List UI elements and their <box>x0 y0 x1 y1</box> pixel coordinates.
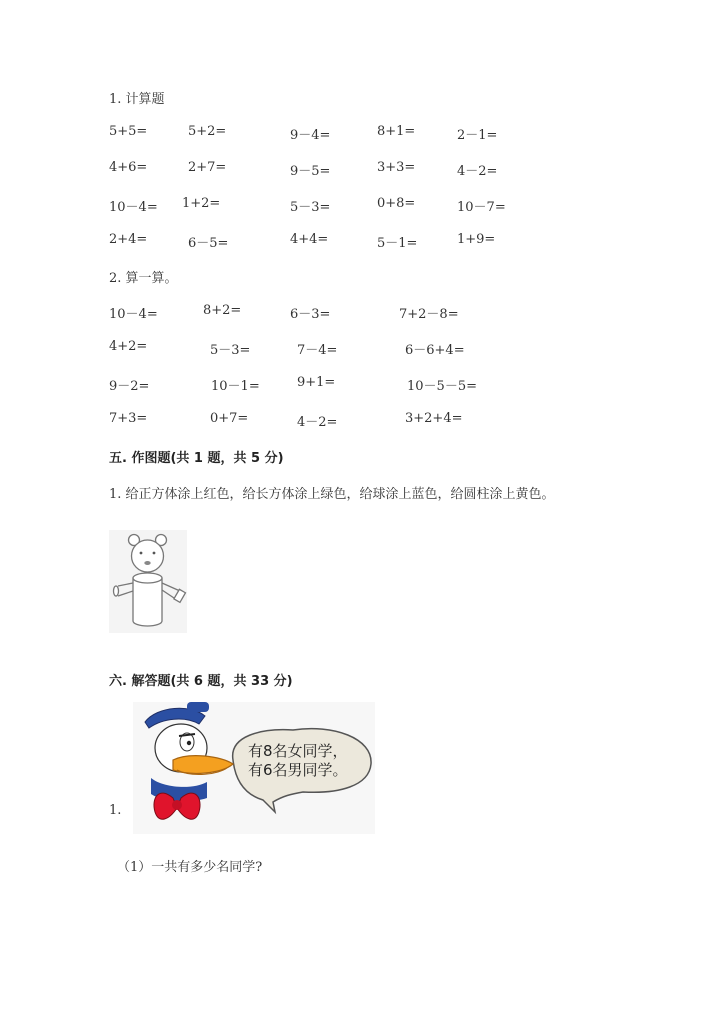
section5-question: 1. 给正方体涂上红色，给长方体涂上绿色，给球涂上蓝色，给圆柱涂上黄色。 <box>109 487 555 502</box>
calc-item: 0+8= <box>377 196 416 211</box>
calc-item: 6－3= <box>290 307 331 322</box>
section6-question-number: 1. <box>109 803 122 818</box>
calc-item: 10－4= <box>109 307 158 322</box>
sub-question-1: （1）一共有多少名同学? <box>117 860 263 875</box>
calc-item: 7－4= <box>297 343 338 358</box>
calc-item: 5－1= <box>377 236 418 251</box>
section2-title: 2. 算一算。 <box>109 271 178 286</box>
calc-item: 2－1= <box>457 128 498 143</box>
calc-item: 1+2= <box>182 196 221 211</box>
speech-bubble-line-1: 有8名女同学， <box>248 742 348 760</box>
section5-heading: 五. 作图题(共 1 题，共 5 分) <box>109 451 284 466</box>
bear-shapes-figure <box>109 530 187 633</box>
calc-item: 3+2+4= <box>405 411 463 426</box>
calc-item: 8+1= <box>377 124 416 139</box>
calc-item: 5+2= <box>188 124 227 139</box>
speech-bubble-line-2: 有6名男同学。 <box>248 761 348 779</box>
calc-item: 4+4= <box>290 232 329 247</box>
calc-item: 7+2－8= <box>399 307 459 322</box>
calc-item: 6－6+4= <box>405 343 465 358</box>
calc-item: 2+7= <box>188 160 227 175</box>
calc-item: 0+7= <box>210 411 249 426</box>
calc-item: 10－1= <box>211 379 260 394</box>
section1-title: 1. 计算题 <box>109 92 165 107</box>
calc-item: 5－3= <box>210 343 251 358</box>
calc-item: 6－5= <box>188 236 229 251</box>
calc-item: 9－4= <box>290 128 331 143</box>
calc-item: 4+6= <box>109 160 148 175</box>
calc-item: 9+1= <box>297 375 336 390</box>
calc-item: 10－5－5= <box>407 379 477 394</box>
calc-item: 3+3= <box>377 160 416 175</box>
section6-heading: 六. 解答题(共 6 题，共 33 分) <box>109 674 293 689</box>
calc-item: 10－4= <box>109 200 158 215</box>
calc-item: 5+5= <box>109 124 148 139</box>
calc-item: 2+4= <box>109 232 148 247</box>
donald-duck-figure <box>133 702 375 834</box>
calc-item: 10－7= <box>457 200 506 215</box>
calc-item: 1+9= <box>457 232 496 247</box>
calc-item: 4－2= <box>297 415 338 430</box>
calc-item: 8+2= <box>203 303 242 318</box>
calc-item: 9－2= <box>109 379 150 394</box>
calc-item: 4－2= <box>457 164 498 179</box>
calc-item: 5－3= <box>290 200 331 215</box>
calc-item: 9－5= <box>290 164 331 179</box>
calc-item: 7+3= <box>109 411 148 426</box>
calc-item: 4+2= <box>109 339 148 354</box>
